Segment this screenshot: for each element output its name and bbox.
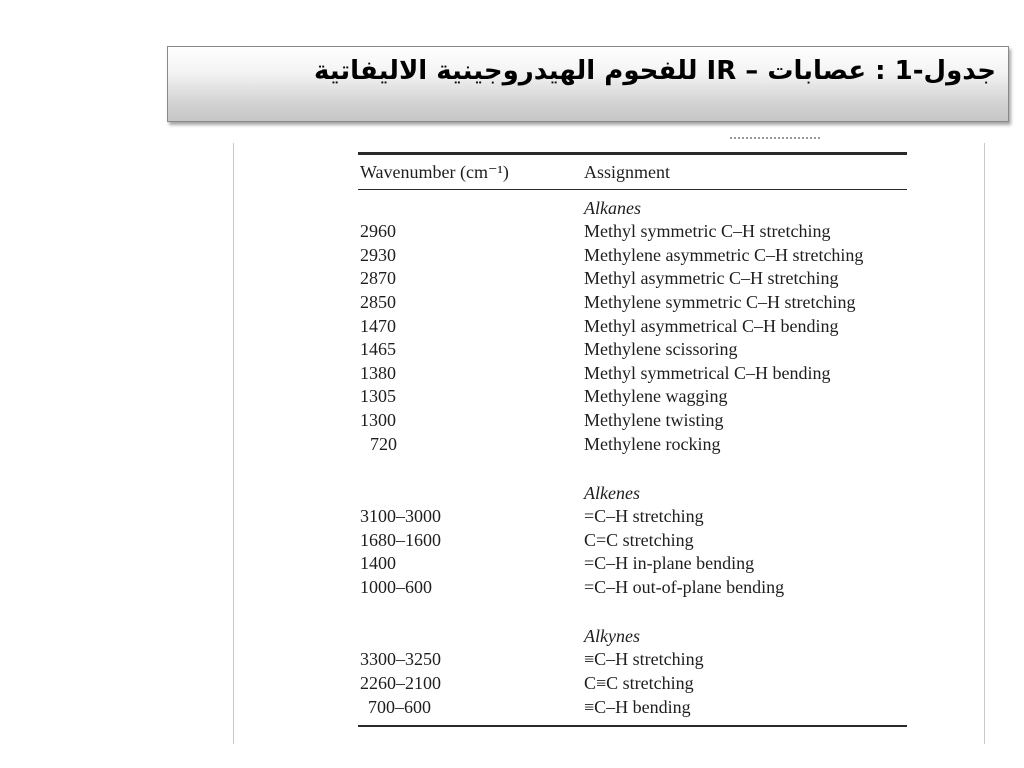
table-cell-wavenumber: 2260–2100 — [360, 673, 441, 693]
section-alkanes: Alkanes — [584, 198, 641, 218]
table-cell-assignment: ≡C–H stretching — [584, 649, 704, 669]
table-cell-wavenumber: 2930 — [360, 245, 396, 265]
table-cell-assignment: Methyl asymmetric C–H stretching — [584, 268, 839, 288]
table-cell-wavenumber: 720 — [370, 434, 397, 454]
table-cell-wavenumber: 2870 — [360, 268, 396, 288]
table-cell-wavenumber: 2960 — [360, 221, 396, 241]
table-header-rule — [358, 189, 907, 190]
table-cell-assignment: Methylene symmetric C–H stretching — [584, 292, 856, 312]
table-cell-assignment: =C–H in-plane bending — [584, 553, 755, 573]
table-cell-wavenumber: 1300 — [360, 410, 396, 430]
ir-table-image — [233, 143, 985, 744]
title-banner — [167, 46, 1009, 122]
table-cell-assignment: Methylene scissoring — [584, 339, 738, 359]
table-cell-assignment: Methylene asymmetric C–H stretching — [584, 245, 864, 265]
table-cell-wavenumber: 1000–600 — [360, 577, 432, 597]
table-cell-wavenumber: 1400 — [360, 553, 396, 573]
table-cell-assignment: =C–H out-of-plane bending — [584, 577, 785, 597]
table-cell-wavenumber: 3300–3250 — [360, 649, 441, 669]
table-cell-assignment: Methylene rocking — [584, 434, 721, 454]
table-cell-wavenumber: 1680–1600 — [360, 530, 441, 550]
table-cell-assignment: Methyl symmetrical C–H bending — [584, 363, 831, 383]
table-cell-assignment: C=C stretching — [584, 530, 694, 550]
table-cell-assignment: ≡C–H bending — [584, 697, 691, 717]
table-cell-wavenumber: 2850 — [360, 292, 396, 312]
table-cell-assignment: C≡C stretching — [584, 673, 694, 693]
table-cell-assignment: Methyl symmetric C–H stretching — [584, 221, 831, 241]
table-cell-wavenumber: 1305 — [360, 386, 396, 406]
section-alkenes: Alkenes — [584, 483, 640, 503]
table-cell-wavenumber: 1465 — [360, 339, 396, 359]
table-cell-assignment: =C–H stretching — [584, 506, 704, 526]
scan-crop-mark — [730, 137, 820, 145]
table-cell-wavenumber: 3100–3000 — [360, 506, 441, 526]
table-top-rule — [358, 152, 907, 155]
header-assignment: Assignment — [584, 162, 671, 182]
table-bottom-rule — [358, 725, 907, 727]
table-cell-wavenumber: 700–600 — [368, 697, 431, 717]
section-alkynes: Alkynes — [584, 626, 640, 646]
header-wavenumber: Wavenumber (cm⁻¹) — [360, 162, 509, 182]
table-cell-assignment: Methylene twisting — [584, 410, 724, 430]
table-cell-assignment: Methyl asymmetrical C–H bending — [584, 316, 839, 336]
table-cell-wavenumber: 1470 — [360, 316, 396, 336]
table-cell-assignment: Methylene wagging — [584, 386, 728, 406]
table-cell-wavenumber: 1380 — [360, 363, 396, 383]
slide-title: جدول-1 : عصابات – IR للفحوم الهيدروجينية الاليفاتية — [313, 56, 996, 86]
